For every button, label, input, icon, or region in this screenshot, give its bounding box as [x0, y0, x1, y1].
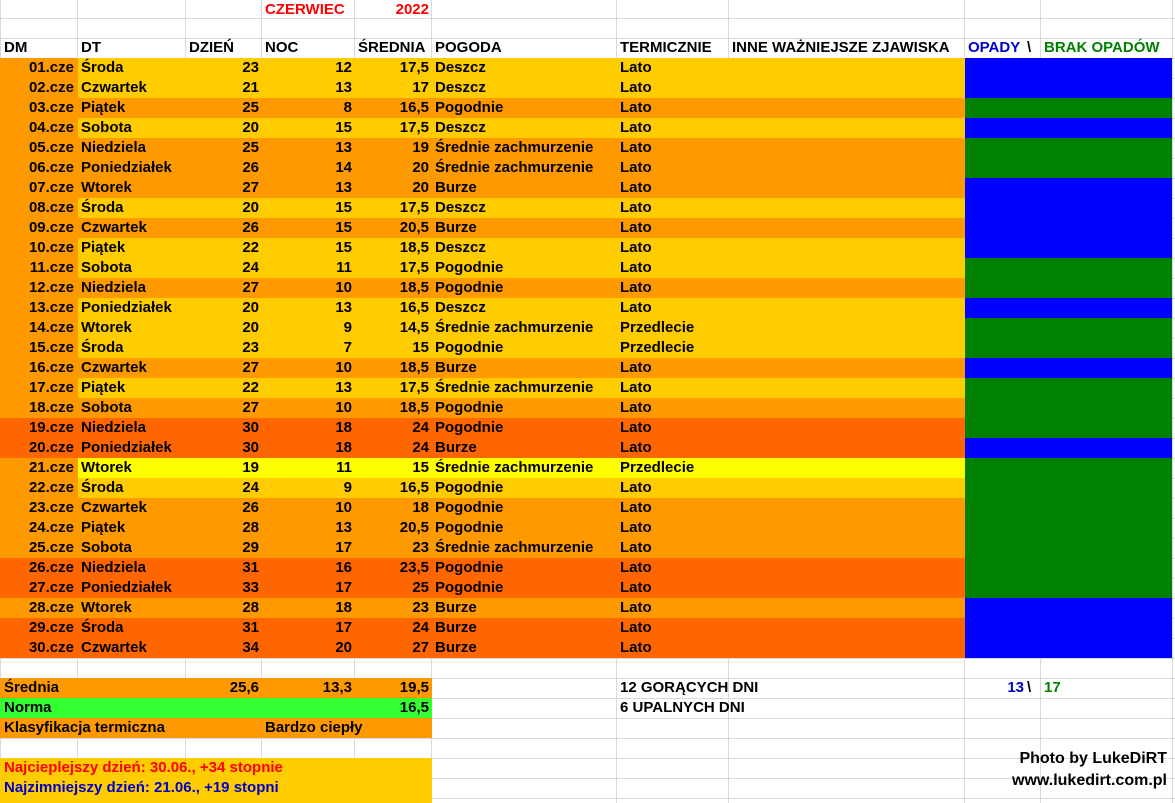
- cell-dm[interactable]: 23.cze: [28, 499, 74, 516]
- website-credit[interactable]: www.lukedirt.com.pl: [1012, 772, 1167, 789]
- cell-avg[interactable]: 20: [412, 179, 429, 196]
- cell-thermal[interactable]: Lato: [620, 499, 652, 516]
- cell-avg[interactable]: 16,5: [399, 99, 429, 116]
- cell-avg[interactable]: 20,5: [399, 219, 429, 236]
- cell-weather[interactable]: Deszcz: [435, 119, 486, 136]
- cell-dt[interactable]: Wtorek: [81, 599, 132, 616]
- rain-indicator: [965, 618, 1172, 638]
- cell-dt[interactable]: Piątek: [81, 99, 126, 116]
- summary-avg-night[interactable]: 13,3: [322, 679, 352, 696]
- cell-avg[interactable]: 14,5: [399, 319, 429, 336]
- cell-dt[interactable]: Czwartek: [81, 219, 147, 236]
- rain-indicator: [965, 238, 1172, 258]
- cell-thermal[interactable]: Lato: [620, 199, 652, 216]
- no-rain-indicator: [965, 558, 1172, 578]
- cell-weather[interactable]: Średnie zachmurzenie: [435, 139, 594, 156]
- no-rain-indicator: [965, 378, 1172, 398]
- cell-dm[interactable]: 30.cze: [28, 639, 74, 656]
- cell-dt[interactable]: Poniedziałek: [81, 579, 172, 596]
- cell-weather[interactable]: Średnie zachmurzenie: [435, 319, 594, 336]
- cell-dm[interactable]: 29.cze: [28, 619, 74, 636]
- col-header-dm[interactable]: DM: [4, 39, 28, 56]
- cell-thermal[interactable]: Lato: [620, 539, 652, 556]
- cell-day[interactable]: 23: [242, 59, 259, 76]
- col-header-separator: \: [1027, 39, 1032, 56]
- cell-day[interactable]: 27: [242, 279, 259, 296]
- cell-day[interactable]: 26: [242, 499, 259, 516]
- norain-days-count[interactable]: 17: [1044, 679, 1061, 696]
- cell-weather[interactable]: Pogodnie: [435, 559, 504, 576]
- col-header-other[interactable]: INNE WAŻNIEJSZE ZJAWISKA: [732, 39, 950, 56]
- norma-label: Norma: [4, 699, 52, 716]
- cell-weather[interactable]: Pogodnie: [435, 279, 504, 296]
- rain-indicator: [965, 198, 1172, 218]
- cell-day[interactable]: 22: [242, 379, 259, 396]
- cell-weather[interactable]: Średnie zachmurzenie: [435, 159, 594, 176]
- photo-credit: Photo by LukeDiRT: [1019, 750, 1167, 767]
- cell-weather[interactable]: Deszcz: [435, 299, 486, 316]
- cell-night[interactable]: 13: [335, 139, 352, 156]
- cell-dt[interactable]: Poniedziałek: [81, 159, 172, 176]
- cell-dt[interactable]: Poniedziałek: [81, 439, 172, 456]
- cell-day[interactable]: 25: [242, 99, 259, 116]
- cell-thermal[interactable]: Lato: [620, 79, 652, 96]
- cell-avg[interactable]: 17,5: [399, 259, 429, 276]
- cell-weather[interactable]: Pogodnie: [435, 499, 504, 516]
- no-rain-indicator: [965, 158, 1172, 178]
- cell-avg[interactable]: 19: [412, 139, 429, 156]
- col-header-weather[interactable]: POGODA: [435, 39, 502, 56]
- cell-weather[interactable]: Burze: [435, 179, 477, 196]
- cell-weather[interactable]: Burze: [435, 219, 477, 236]
- cell-thermal[interactable]: Lato: [620, 619, 652, 636]
- cell-day[interactable]: 25: [242, 139, 259, 156]
- no-rain-indicator: [965, 98, 1172, 118]
- cell-thermal[interactable]: Lato: [620, 239, 652, 256]
- cell-avg[interactable]: 18,5: [399, 399, 429, 416]
- cell-day[interactable]: 27: [242, 359, 259, 376]
- cell-thermal[interactable]: Lato: [620, 299, 652, 316]
- cell-dm[interactable]: 11.cze: [29, 259, 74, 276]
- rain-indicator: [965, 298, 1172, 318]
- cell-weather[interactable]: Burze: [435, 619, 477, 636]
- cell-day[interactable]: 28: [242, 519, 259, 536]
- cell-day[interactable]: 34: [242, 639, 259, 656]
- cell-night[interactable]: 8: [343, 99, 352, 116]
- cell-dm[interactable]: 15.cze: [28, 339, 74, 356]
- cell-day[interactable]: 31: [242, 619, 259, 636]
- cell-night[interactable]: 15: [335, 119, 352, 136]
- cell-night[interactable]: 11: [336, 259, 352, 276]
- cell-thermal[interactable]: Lato: [620, 279, 652, 296]
- no-rain-indicator: [965, 318, 1172, 338]
- cell-dt[interactable]: Wtorek: [81, 319, 132, 336]
- cell-dt[interactable]: Środa: [81, 479, 124, 496]
- cell-avg[interactable]: 23: [412, 599, 429, 616]
- cell-thermal[interactable]: Lato: [620, 639, 652, 656]
- cell-weather[interactable]: Pogodnie: [435, 579, 504, 596]
- cell-dt[interactable]: Środa: [81, 199, 124, 216]
- cell-day[interactable]: 30: [242, 439, 259, 456]
- cell-dt[interactable]: Czwartek: [81, 79, 147, 96]
- cell-night[interactable]: 14: [335, 159, 352, 176]
- cell-thermal[interactable]: Przedlecie: [620, 339, 695, 356]
- cell-weather[interactable]: Średnie zachmurzenie: [435, 379, 594, 396]
- cell-night[interactable]: 10: [335, 359, 352, 376]
- rain-days-count[interactable]: 13: [1007, 679, 1024, 696]
- cell-dt[interactable]: Sobota: [81, 399, 132, 416]
- rain-indicator: [965, 218, 1172, 238]
- no-rain-indicator: [965, 398, 1172, 418]
- cell-thermal[interactable]: Lato: [620, 179, 652, 196]
- cell-dm[interactable]: 27.cze: [28, 579, 74, 596]
- count-separator: \: [1027, 679, 1032, 696]
- cell-thermal[interactable]: Lato: [620, 479, 652, 496]
- grid-row-line: [0, 738, 1175, 739]
- cell-day[interactable]: 24: [242, 479, 259, 496]
- cell-avg[interactable]: 24: [412, 619, 429, 636]
- cell-dm[interactable]: 22.cze: [28, 479, 74, 496]
- cell-night[interactable]: 17: [335, 539, 352, 556]
- cell-day[interactable]: 20: [242, 299, 259, 316]
- cell-avg[interactable]: 17,5: [399, 59, 429, 76]
- cell-dm[interactable]: 08.cze: [28, 199, 74, 216]
- cell-dm[interactable]: 19.cze: [28, 419, 74, 436]
- col-header-night[interactable]: NOC: [265, 39, 299, 56]
- cell-thermal[interactable]: Lato: [620, 559, 652, 576]
- cell-avg[interactable]: 18,5: [399, 279, 429, 296]
- col-header-thermal[interactable]: TERMICZNIE: [620, 39, 712, 56]
- cell-thermal[interactable]: Lato: [620, 359, 652, 376]
- cell-day[interactable]: 31: [242, 559, 259, 576]
- cell-day[interactable]: 29: [242, 539, 259, 556]
- cell-day[interactable]: 27: [242, 179, 259, 196]
- cell-avg[interactable]: 17,5: [399, 119, 429, 136]
- cell-dt[interactable]: Wtorek: [81, 459, 132, 476]
- cell-dm[interactable]: 24.cze: [28, 519, 74, 536]
- cell-night[interactable]: 10: [335, 279, 352, 296]
- rain-indicator: [965, 438, 1172, 458]
- cell-avg[interactable]: 23,5: [399, 559, 429, 576]
- cell-dm[interactable]: 20.cze: [28, 439, 74, 456]
- cell-dt[interactable]: Czwartek: [81, 499, 147, 516]
- coldest-day-note: Najzimniejszy dzień: 21.06., +19 stopni: [4, 779, 279, 796]
- cell-dm[interactable]: 05.cze: [28, 139, 74, 156]
- cell-night[interactable]: 15: [335, 199, 352, 216]
- cell-dm[interactable]: 21.cze: [28, 459, 74, 476]
- cell-weather[interactable]: Pogodnie: [435, 99, 504, 116]
- no-rain-indicator: [965, 278, 1172, 298]
- cell-weather[interactable]: Pogodnie: [435, 399, 504, 416]
- cell-night[interactable]: 9: [343, 479, 352, 496]
- grid-row-line: [0, 658, 1175, 659]
- cell-thermal[interactable]: Lato: [620, 159, 652, 176]
- cell-avg[interactable]: 20,5: [399, 519, 429, 536]
- cell-night[interactable]: 20: [335, 639, 352, 656]
- rain-indicator: [965, 358, 1172, 378]
- cell-thermal[interactable]: Lato: [620, 579, 652, 596]
- cell-dm[interactable]: 07.cze: [28, 179, 74, 196]
- cell-weather[interactable]: Pogodnie: [435, 259, 504, 276]
- rain-indicator: [965, 118, 1172, 138]
- cell-dt[interactable]: Sobota: [81, 539, 132, 556]
- cell-dt[interactable]: Środa: [81, 59, 124, 76]
- warmest-day-note: Najcieplejszy dzień: 30.06., +34 stopnie: [4, 759, 283, 776]
- cell-dm[interactable]: 02.cze: [28, 79, 74, 96]
- cell-night[interactable]: 13: [335, 79, 352, 96]
- cell-avg[interactable]: 15: [412, 339, 429, 356]
- cell-weather[interactable]: Deszcz: [435, 199, 486, 216]
- norma-value[interactable]: 16,5: [399, 699, 429, 716]
- cell-day[interactable]: 27: [242, 399, 259, 416]
- cell-dm[interactable]: 13.cze: [28, 299, 74, 316]
- cell-thermal[interactable]: Lato: [620, 99, 652, 116]
- no-rain-indicator: [965, 498, 1172, 518]
- cell-avg[interactable]: 18,5: [399, 239, 429, 256]
- cell-dt[interactable]: Środa: [81, 619, 124, 636]
- cell-thermal[interactable]: Lato: [620, 419, 652, 436]
- cell-day[interactable]: 24: [242, 259, 259, 276]
- summary-avg-label: Średnia: [4, 679, 60, 696]
- cell-night[interactable]: 18: [335, 419, 352, 436]
- cell-dm[interactable]: 12.cze: [28, 279, 74, 296]
- cell-day[interactable]: 26: [242, 219, 259, 236]
- cell-night[interactable]: 15: [335, 219, 352, 236]
- cell-night[interactable]: 18: [335, 439, 352, 456]
- no-rain-indicator: [965, 518, 1172, 538]
- col-header-norain[interactable]: BRAK OPADÓW: [1044, 39, 1160, 56]
- year-title: 2022: [395, 1, 429, 18]
- col-header-day[interactable]: DZIEŃ: [189, 39, 234, 56]
- cell-thermal[interactable]: Przedlecie: [620, 319, 695, 336]
- no-rain-indicator: [965, 258, 1172, 278]
- classification-label: Klasyfikacja termiczna: [4, 719, 165, 736]
- cell-dt[interactable]: Niedziela: [81, 419, 147, 436]
- cell-weather[interactable]: Deszcz: [435, 79, 486, 96]
- cell-weather[interactable]: Burze: [435, 599, 477, 616]
- cell-thermal[interactable]: Lato: [620, 219, 652, 236]
- rain-indicator: [965, 58, 1172, 78]
- cell-weather[interactable]: Pogodnie: [435, 339, 504, 356]
- cell-day[interactable]: 20: [242, 199, 259, 216]
- cell-dm[interactable]: 16.cze: [28, 359, 74, 376]
- cell-day[interactable]: 30: [242, 419, 259, 436]
- cell-dm[interactable]: 09.cze: [28, 219, 74, 236]
- cell-night[interactable]: 16: [335, 559, 352, 576]
- cell-day[interactable]: 20: [242, 119, 259, 136]
- cell-day[interactable]: 26: [242, 159, 259, 176]
- cell-thermal[interactable]: Lato: [620, 139, 652, 156]
- cell-weather[interactable]: Burze: [435, 439, 477, 456]
- cell-avg[interactable]: 18,5: [399, 359, 429, 376]
- cell-dt[interactable]: Niedziela: [81, 279, 147, 296]
- cell-avg[interactable]: 25: [412, 579, 429, 596]
- cell-day[interactable]: 19: [242, 459, 259, 476]
- cell-dt[interactable]: Piątek: [81, 239, 126, 256]
- cell-day[interactable]: 33: [242, 579, 259, 596]
- cell-dt[interactable]: Sobota: [81, 119, 132, 136]
- cell-weather[interactable]: Pogodnie: [435, 519, 504, 536]
- cell-weather[interactable]: Burze: [435, 359, 477, 376]
- cell-dt[interactable]: Wtorek: [81, 179, 132, 196]
- cell-night[interactable]: 15: [335, 239, 352, 256]
- summary-avg-day[interactable]: 25,6: [229, 679, 259, 696]
- cell-night[interactable]: 13: [335, 519, 352, 536]
- no-rain-indicator: [965, 138, 1172, 158]
- cell-thermal[interactable]: Lato: [620, 399, 652, 416]
- grid-row-line: [0, 18, 1175, 19]
- cell-weather[interactable]: Deszcz: [435, 239, 486, 256]
- col-header-avg[interactable]: ŚREDNIA: [358, 39, 426, 56]
- no-rain-indicator: [965, 538, 1172, 558]
- cell-dt[interactable]: Piątek: [81, 519, 126, 536]
- cell-weather[interactable]: Średnie zachmurzenie: [435, 459, 594, 476]
- cell-avg[interactable]: 17,5: [399, 199, 429, 216]
- cell-night[interactable]: 12: [335, 59, 352, 76]
- cell-night[interactable]: 9: [343, 319, 352, 336]
- hot-days-count: 12 GORĄCYCH DNI: [620, 679, 759, 696]
- cell-dm[interactable]: 10.cze: [28, 239, 74, 256]
- cell-night[interactable]: 13: [335, 379, 352, 396]
- cell-day[interactable]: 22: [242, 239, 259, 256]
- cell-thermal[interactable]: Lato: [620, 259, 652, 276]
- no-rain-indicator: [965, 458, 1172, 478]
- cell-dm[interactable]: 03.cze: [28, 99, 74, 116]
- cell-avg[interactable]: 18: [412, 499, 429, 516]
- cell-day[interactable]: 23: [242, 339, 259, 356]
- cell-day[interactable]: 21: [242, 79, 259, 96]
- cell-avg[interactable]: 17: [412, 79, 429, 96]
- cell-avg[interactable]: 15: [412, 459, 429, 476]
- cell-night[interactable]: 11: [336, 459, 352, 476]
- cell-dt[interactable]: Piątek: [81, 379, 126, 396]
- grid-col-line: [1172, 0, 1173, 803]
- cell-avg[interactable]: 17,5: [399, 379, 429, 396]
- cell-night[interactable]: 17: [335, 619, 352, 636]
- summary-avg-avg[interactable]: 19,5: [399, 679, 429, 696]
- cell-weather[interactable]: Pogodnie: [435, 479, 504, 496]
- cell-day[interactable]: 28: [242, 599, 259, 616]
- no-rain-indicator: [965, 418, 1172, 438]
- no-rain-indicator: [965, 338, 1172, 358]
- very-hot-days-count: 6 UPALNYCH DNI: [620, 699, 745, 716]
- cell-night[interactable]: 17: [335, 579, 352, 596]
- cell-weather[interactable]: Deszcz: [435, 59, 486, 76]
- cell-thermal[interactable]: Lato: [620, 59, 652, 76]
- col-header-dt[interactable]: DT: [81, 39, 101, 56]
- cell-thermal[interactable]: Lato: [620, 599, 652, 616]
- cell-dt[interactable]: Poniedziałek: [81, 299, 172, 316]
- cell-thermal[interactable]: Przedlecie: [620, 459, 695, 476]
- cell-dm[interactable]: 14.cze: [28, 319, 74, 336]
- no-rain-indicator: [965, 578, 1172, 598]
- cell-night[interactable]: 13: [335, 299, 352, 316]
- cell-dm[interactable]: 26.cze: [28, 559, 74, 576]
- classification-value[interactable]: Bardzo ciepły: [265, 719, 363, 736]
- cell-thermal[interactable]: Lato: [620, 119, 652, 136]
- cell-dm[interactable]: 06.cze: [28, 159, 74, 176]
- rain-indicator: [965, 598, 1172, 618]
- cell-weather[interactable]: Pogodnie: [435, 419, 504, 436]
- cell-night[interactable]: 10: [335, 499, 352, 516]
- cell-dt[interactable]: Czwartek: [81, 639, 147, 656]
- cell-dt[interactable]: Niedziela: [81, 559, 147, 576]
- cell-avg[interactable]: 16,5: [399, 479, 429, 496]
- cell-weather[interactable]: Burze: [435, 639, 477, 656]
- cell-dm[interactable]: 28.cze: [28, 599, 74, 616]
- cell-dm[interactable]: 25.cze: [28, 539, 74, 556]
- cell-thermal[interactable]: Lato: [620, 379, 652, 396]
- cell-avg[interactable]: 23: [412, 539, 429, 556]
- cell-avg[interactable]: 27: [412, 639, 429, 656]
- rain-indicator: [965, 78, 1172, 98]
- cell-dm[interactable]: 01.cze: [28, 59, 74, 76]
- cell-night[interactable]: 18: [335, 599, 352, 616]
- rain-indicator: [965, 638, 1172, 658]
- cell-weather[interactable]: Średnie zachmurzenie: [435, 539, 594, 556]
- cell-night[interactable]: 10: [335, 399, 352, 416]
- month-title: CZERWIEC: [265, 1, 345, 18]
- cell-day[interactable]: 20: [242, 319, 259, 336]
- cell-dt[interactable]: Sobota: [81, 259, 132, 276]
- cell-avg[interactable]: 20: [412, 159, 429, 176]
- cell-dt[interactable]: Środa: [81, 339, 124, 356]
- cell-night[interactable]: 13: [335, 179, 352, 196]
- cell-dm[interactable]: 17.cze: [28, 379, 74, 396]
- cell-avg[interactable]: 16,5: [399, 299, 429, 316]
- cell-night[interactable]: 7: [343, 339, 352, 356]
- rain-indicator: [965, 178, 1172, 198]
- cell-thermal[interactable]: Lato: [620, 439, 652, 456]
- cell-thermal[interactable]: Lato: [620, 519, 652, 536]
- col-header-rain[interactable]: OPADY: [968, 39, 1021, 56]
- cell-avg[interactable]: 24: [412, 439, 429, 456]
- cell-avg[interactable]: 24: [412, 419, 429, 436]
- cell-dm[interactable]: 04.cze: [28, 119, 74, 136]
- cell-dt[interactable]: Niedziela: [81, 139, 147, 156]
- cell-dm[interactable]: 18.cze: [28, 399, 74, 416]
- cell-dt[interactable]: Czwartek: [81, 359, 147, 376]
- no-rain-indicator: [965, 478, 1172, 498]
